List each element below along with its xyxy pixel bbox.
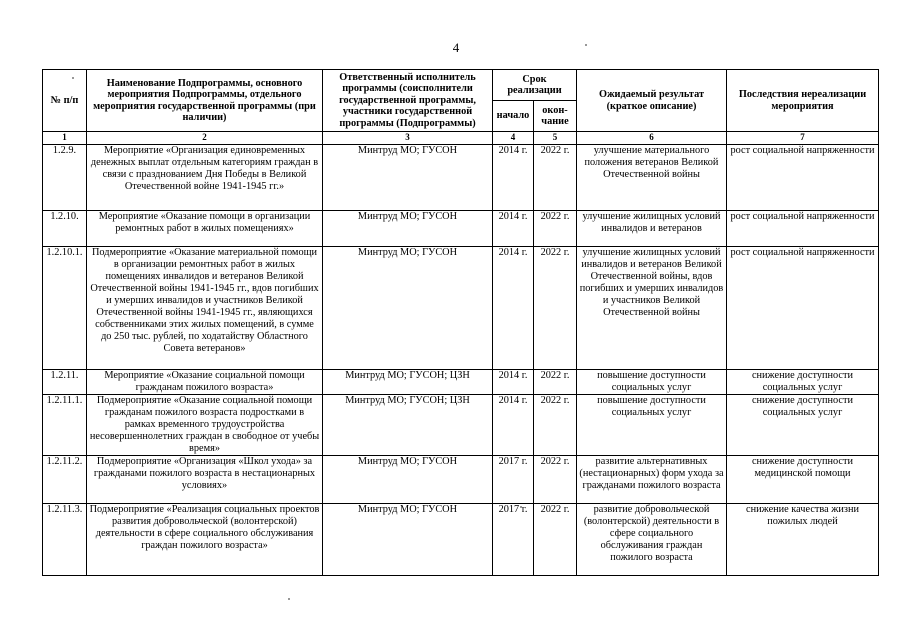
column-number: 2 (87, 132, 323, 145)
table-row (43, 503, 879, 575)
row-result: повышение доступности социальных услуг (577, 394, 727, 455)
header-row (43, 70, 879, 101)
scan-speck (288, 598, 290, 600)
row-end: 2022 г. (534, 369, 577, 394)
row-number: 1.2.10.1. (43, 246, 87, 369)
row-number: 1.2.11.2. (43, 455, 87, 503)
header-name: Наименование Подпрограммы, основного мероприятия Подпрограммы, отдельного мероприятия государственной программы (при наличии) (87, 70, 323, 132)
row-result: улучшение жилищных условий инвалидов и ветеранов (577, 210, 727, 246)
header-term: Срок реализации (493, 70, 577, 101)
header-start: начало (493, 101, 534, 132)
row-responsible: Минтруд МО; ГУСОН (323, 246, 493, 369)
row-number: 1.2.11. (43, 369, 87, 394)
row-name: Мероприятие «Организация единовременных денежных выплат отдельным категориям граждан в связи с празднованием Дня Победы в Великой Отечественной войне 1941-1945 гг.» (87, 144, 323, 210)
row-end: 2022 г. (534, 210, 577, 246)
row-name: Мероприятие «Оказание социальной помощи гражданам пожилого возраста» (87, 369, 323, 394)
row-start: 2017 г. (493, 455, 534, 503)
row-end: 2022 г. (534, 394, 577, 455)
table-row (43, 246, 879, 369)
row-number: 1.2.11.3. (43, 503, 87, 575)
table-row (43, 394, 879, 455)
row-start: 2014 г. (493, 210, 534, 246)
row-name: Мероприятие «Оказание помощи в организации ремонтных работ в жилых помещениях» (87, 210, 323, 246)
row-responsible: Минтруд МО; ГУСОН (323, 144, 493, 210)
row-end: 2022 г. (534, 503, 577, 575)
row-end: 2022 г. (534, 246, 577, 369)
measures-table (42, 69, 879, 576)
row-consequences: рост социальной напряженности (727, 144, 879, 210)
row-responsible: Минтруд МО; ГУСОН (323, 210, 493, 246)
row-number: 1.2.11.1. (43, 394, 87, 455)
row-end: 2022 г. (534, 455, 577, 503)
column-number: 6 (577, 132, 727, 145)
row-start: 2014 г. (493, 246, 534, 369)
row-start: 2014 г. (493, 144, 534, 210)
column-number: 1 (43, 132, 87, 145)
row-consequences: снижение доступности социальных услуг (727, 369, 879, 394)
column-number-row (43, 132, 879, 145)
table-row (43, 369, 879, 394)
table-row (43, 210, 879, 246)
row-start: 2014 г. (493, 369, 534, 394)
row-name: Подмероприятие «Организация «Школ ухода» за гражданами пожилого возраста в нестационарных условиях» (87, 455, 323, 503)
page-number: 4 (452, 40, 460, 55)
header-no: № п/п (43, 70, 87, 132)
row-result: повышение доступности социальных услуг (577, 369, 727, 394)
row-responsible: Минтруд МО; ГУСОН; ЦЗН (323, 394, 493, 455)
row-result: улучшение жилищных условий инвалидов и ветеранов Великой Отечественной войны, вдов погибших и умерших инвалидов и участников Великой Отечественной войны (577, 246, 727, 369)
row-result: развитие добровольческой (волонтерской) деятельности в сфере социального обслуживания граждан пожилого возраста (577, 503, 727, 575)
column-number: 3 (323, 132, 493, 145)
row-consequences: рост социальной напряженности (727, 210, 879, 246)
row-result: улучшение материального положения ветеранов Великой Отечественной войны (577, 144, 727, 210)
row-start: 2017 г. (493, 503, 534, 575)
row-number: 1.2.10. (43, 210, 87, 246)
row-responsible: Минтруд МО; ГУСОН; ЦЗН (323, 369, 493, 394)
row-responsible: Минтруд МО; ГУСОН (323, 503, 493, 575)
row-end: 2022 г. (534, 144, 577, 210)
table-row (43, 144, 879, 210)
row-name: Подмероприятие «Оказание социальной помощи гражданам пожилого возраста подростками в рамках временного трудоустройства несовершеннолетних граждан в свободное от учебы время» (87, 394, 323, 455)
header-result: Ожидаемый результат (краткое описание) (577, 70, 727, 132)
row-responsible: Минтруд МО; ГУСОН (323, 455, 493, 503)
row-name: Подмероприятие «Реализация социальных проектов развития добровольческой (волонтерской) деятельности в сфере социального обслуживания граждан пожилого возраста» (87, 503, 323, 575)
column-number: 4 (493, 132, 534, 145)
row-number: 1.2.9. (43, 144, 87, 210)
row-consequences: снижение доступности медицинской помощи (727, 455, 879, 503)
row-start: 2014 г. (493, 394, 534, 455)
table-row (43, 455, 879, 503)
row-consequences: снижение доступности социальных услуг (727, 394, 879, 455)
row-name: Подмероприятие «Оказание материальной помощи в организации ремонтных работ в жилых помещениях инвалидов и ветеранов Великой Отечественной войны 1941-1945 гг., вдов погибших и умерших инвалидов и участников Великой Отечественной войны 1941-1945 гг., являющихся собственниками этих жилых помещений, в сумме до 250 тыс. рублей, по ходатайству Областного Совета ветеранов» (87, 246, 323, 369)
row-result: развитие альтернативных (нестационарных) форм ухода за гражданами пожилого возраста (577, 455, 727, 503)
scan-speck (585, 44, 587, 46)
header-end: окон-чание (534, 101, 577, 132)
header-responsible: Ответственный исполнитель программы (соисполнители государственной программы, участники государственной программы (Подпрограммы) (323, 70, 493, 132)
header-consequences: Последствия нереализации мероприятия (727, 70, 879, 132)
column-number: 5 (534, 132, 577, 145)
row-consequences: рост социальной напряженности (727, 246, 879, 369)
row-consequences: снижение качества жизни пожилых людей (727, 503, 879, 575)
column-number: 7 (727, 132, 879, 145)
